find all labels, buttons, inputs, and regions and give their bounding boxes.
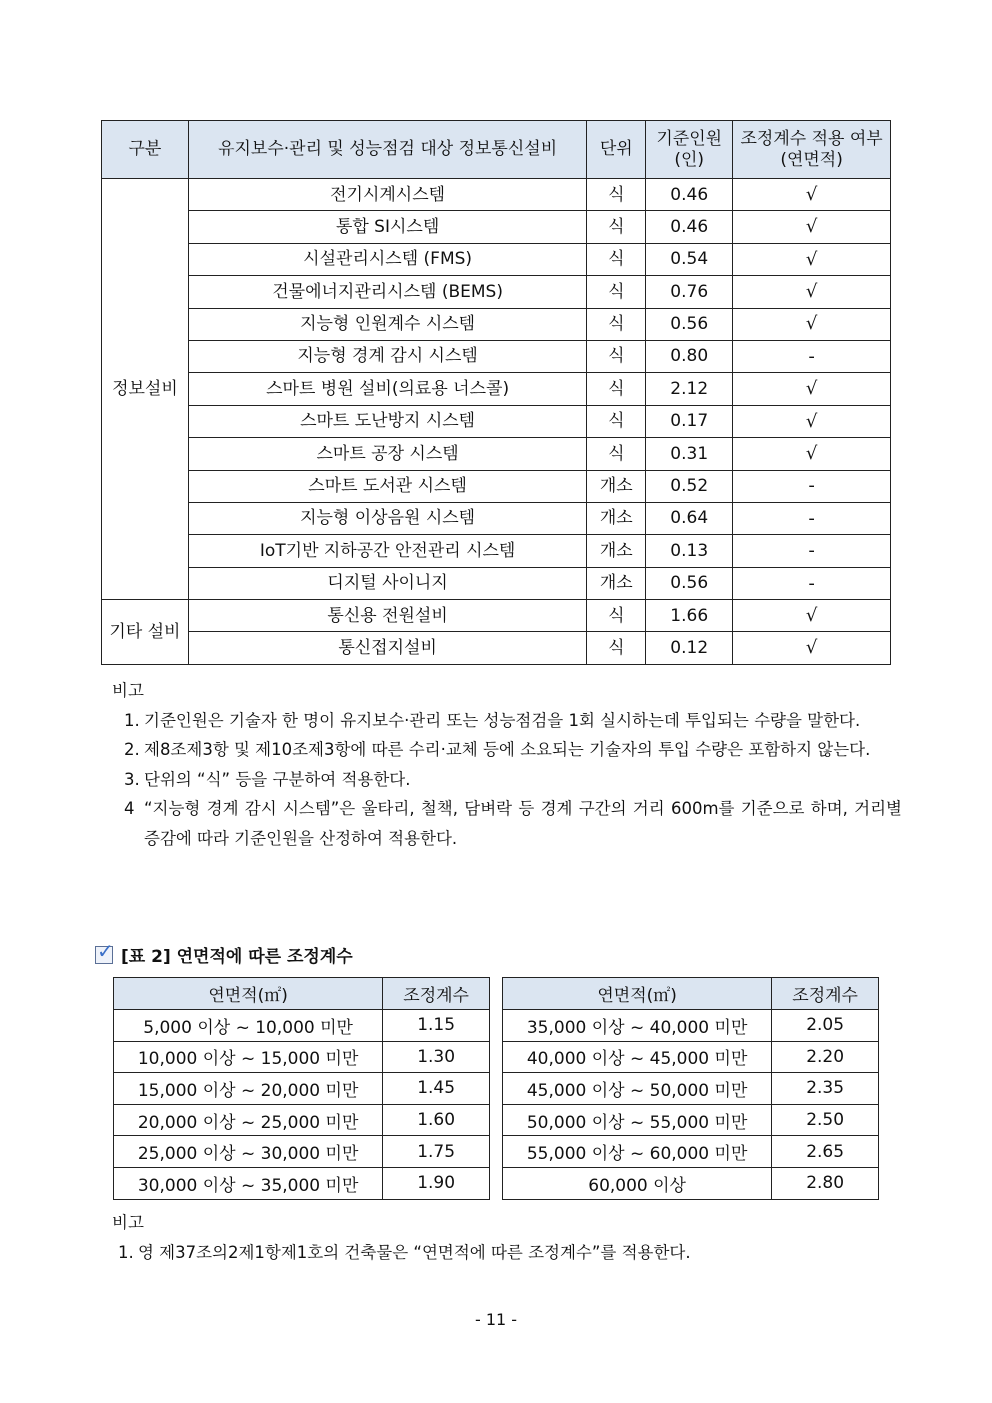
table-row xyxy=(102,179,891,211)
coefficient-cell: 1.45 xyxy=(383,1073,490,1105)
table-row xyxy=(503,1010,879,1042)
area-cell: 50,000 이상 ~ 55,000 미만 xyxy=(503,1104,772,1136)
item-cell: 통신용 전원설비 xyxy=(188,600,586,632)
area-cell: 40,000 이상 ~ 45,000 미만 xyxy=(503,1041,772,1073)
checkbox-icon: ✓ xyxy=(97,938,114,963)
note-text: “지능형 경계 감시 시스템”은 울타리, 철책, 담벼락 등 경계 구간의 거리 600m를 기준으로 하며, 거리별 증감에 따라 기준인원을 산정하여 적용한다. xyxy=(144,799,902,848)
table-row xyxy=(102,632,891,664)
table-row xyxy=(102,535,891,567)
coefficient-cell: 2.05 xyxy=(772,1010,879,1042)
item-cell: 건물에너지관리시스템 (BEMS) xyxy=(188,276,586,308)
table-row xyxy=(114,1010,490,1042)
adjust-cell: - xyxy=(733,470,891,502)
note-number: 4 xyxy=(124,799,135,818)
header-area: 연면적(㎡) xyxy=(114,978,383,1010)
table-row xyxy=(102,243,891,275)
header-category: 구분 xyxy=(102,121,189,179)
item-cell: 지능형 경계 감시 시스템 xyxy=(188,340,586,372)
note-item xyxy=(118,735,902,765)
coefficient-cell: 2.20 xyxy=(772,1041,879,1073)
note-item xyxy=(118,794,902,853)
coefficient-cell: 2.50 xyxy=(772,1104,879,1136)
adjust-cell: √ xyxy=(733,405,891,437)
table-row xyxy=(114,1167,490,1199)
table-row xyxy=(102,211,891,243)
note-number: 3. xyxy=(124,769,140,789)
item-cell: 시설관리시스템 (FMS) xyxy=(188,243,586,275)
table-row xyxy=(102,373,891,405)
note-item xyxy=(118,706,902,736)
item-cell: 전기시계시스템 xyxy=(188,179,586,211)
personnel-cell: 0.80 xyxy=(646,340,733,372)
adjust-cell: - xyxy=(733,502,891,534)
notes-2-list xyxy=(112,1238,902,1268)
table-2-title: [표 2] 연면적에 따른 조정계수 xyxy=(121,947,353,967)
category-cell: 정보설비 xyxy=(102,179,189,600)
personnel-cell: 1.66 xyxy=(646,600,733,632)
table-row xyxy=(503,1073,879,1105)
personnel-cell: 0.31 xyxy=(646,438,733,470)
unit-cell: 개소 xyxy=(587,535,646,567)
area-coefficient-table-right xyxy=(502,977,879,1200)
personnel-cell: 0.56 xyxy=(646,567,733,599)
table-row xyxy=(102,340,891,372)
header-coefficient: 조정계수 xyxy=(772,978,879,1010)
personnel-cell: 0.13 xyxy=(646,535,733,567)
area-cell: 30,000 이상 ~ 35,000 미만 xyxy=(114,1167,383,1199)
notes-1 xyxy=(112,676,902,853)
table-header-row xyxy=(114,978,490,1010)
table-row xyxy=(102,470,891,502)
area-cell: 10,000 이상 ~ 15,000 미만 xyxy=(114,1041,383,1073)
note-text: 단위의 “식” 등을 구분하여 적용한다. xyxy=(144,769,411,789)
personnel-cell: 0.46 xyxy=(646,211,733,243)
notes-1-title: 비고 xyxy=(112,681,144,700)
notes-2-title: 비고 xyxy=(112,1213,144,1232)
item-cell: 지능형 이상음원 시스템 xyxy=(188,502,586,534)
coefficient-cell: 2.65 xyxy=(772,1136,879,1168)
table-row xyxy=(503,1167,879,1199)
note-number: 2. xyxy=(124,740,140,759)
header-personnel: 기준인원 (인) xyxy=(646,121,733,179)
coefficient-cell: 1.30 xyxy=(383,1041,490,1073)
table-row xyxy=(503,1136,879,1168)
note-text: 영 제37조의2제1항제1호의 건축물은 “연면적에 따른 조정계수”를 적용한다. xyxy=(138,1242,691,1262)
personnel-cell: 0.12 xyxy=(646,632,733,664)
table-row xyxy=(114,1136,490,1168)
adjust-cell: √ xyxy=(733,308,891,340)
unit-cell: 개소 xyxy=(587,567,646,599)
table-row xyxy=(102,600,891,632)
adjust-cell: √ xyxy=(733,276,891,308)
unit-cell: 개소 xyxy=(587,470,646,502)
item-cell: 스마트 병원 설비(의료용 너스콜) xyxy=(188,373,586,405)
adjust-cell: √ xyxy=(733,373,891,405)
unit-cell: 식 xyxy=(587,600,646,632)
adjust-cell: - xyxy=(733,567,891,599)
area-cell: 15,000 이상 ~ 20,000 미만 xyxy=(114,1073,383,1105)
adjust-cell: - xyxy=(733,340,891,372)
area-cell: 35,000 이상 ~ 40,000 미만 xyxy=(503,1010,772,1042)
area-cell: 20,000 이상 ~ 25,000 미만 xyxy=(114,1104,383,1136)
personnel-cell: 0.46 xyxy=(646,179,733,211)
notes-1-list xyxy=(112,706,902,854)
page-number: - 11 - xyxy=(474,1310,518,1329)
personnel-cell: 0.76 xyxy=(646,276,733,308)
table-row xyxy=(102,567,891,599)
coefficient-cell: 2.80 xyxy=(772,1167,879,1199)
header-area: 연면적(㎡) xyxy=(503,978,772,1010)
coefficient-cell: 1.90 xyxy=(383,1167,490,1199)
table-header-row xyxy=(102,121,891,179)
unit-cell: 식 xyxy=(587,438,646,470)
table-row xyxy=(503,1104,879,1136)
unit-cell: 식 xyxy=(587,373,646,405)
note-number: 1. xyxy=(118,1242,134,1262)
item-cell: 스마트 공장 시스템 xyxy=(188,438,586,470)
adjust-cell: √ xyxy=(733,600,891,632)
unit-cell: 식 xyxy=(587,179,646,211)
table-row xyxy=(102,502,891,534)
area-coefficient-table-left xyxy=(113,977,490,1200)
unit-cell: 식 xyxy=(587,243,646,275)
unit-cell: 개소 xyxy=(587,502,646,534)
header-coefficient: 조정계수 xyxy=(383,978,490,1010)
header-unit: 단위 xyxy=(587,121,646,179)
category-cell: 기타 설비 xyxy=(102,600,189,665)
unit-cell: 식 xyxy=(587,340,646,372)
area-cell: 5,000 이상 ~ 10,000 미만 xyxy=(114,1010,383,1042)
note-item xyxy=(118,765,902,795)
adjust-cell: √ xyxy=(733,632,891,664)
header-item: 유지보수·관리 및 성능점검 대상 정보통신설비 xyxy=(188,121,586,179)
table-row xyxy=(102,405,891,437)
table-row xyxy=(102,276,891,308)
coefficient-cell: 2.35 xyxy=(772,1073,879,1105)
unit-cell: 식 xyxy=(587,308,646,340)
item-cell: 통신접지설비 xyxy=(188,632,586,664)
item-cell: 디지털 사이니지 xyxy=(188,567,586,599)
personnel-cell: 0.17 xyxy=(646,405,733,437)
table-row xyxy=(102,308,891,340)
table-row xyxy=(102,438,891,470)
item-cell: 스마트 도서관 시스템 xyxy=(188,470,586,502)
notes-2 xyxy=(112,1208,902,1267)
personnel-cell: 2.12 xyxy=(646,373,733,405)
unit-cell: 식 xyxy=(587,405,646,437)
coefficient-cell: 1.60 xyxy=(383,1104,490,1136)
personnel-cell: 0.54 xyxy=(646,243,733,275)
item-cell: IoT기반 지하공간 안전관리 시스템 xyxy=(188,535,586,567)
adjust-cell: √ xyxy=(733,438,891,470)
personnel-cell: 0.52 xyxy=(646,470,733,502)
adjust-cell: √ xyxy=(733,211,891,243)
personnel-cell: 0.64 xyxy=(646,502,733,534)
item-cell: 통합 SI시스템 xyxy=(188,211,586,243)
coefficient-cell: 1.15 xyxy=(383,1010,490,1042)
adjust-cell: - xyxy=(733,535,891,567)
note-text: 제8조제3항 및 제10조제3항에 따른 수리·교체 등에 소요되는 기술자의 투입 수량은 포함하지 않는다. xyxy=(144,740,871,759)
header-adjust: 조정계수 적용 여부 (연면적) xyxy=(733,121,891,179)
note-text: 기준인원은 기술자 한 명이 유지보수·관리 또는 성능점검을 1회 실시하는데 투입되는 수량을 말한다. xyxy=(144,710,861,730)
note-number: 1. xyxy=(124,710,140,730)
table-2-heading xyxy=(95,938,353,967)
personnel-standard-table xyxy=(101,120,891,665)
note-item xyxy=(118,1238,902,1268)
table-row xyxy=(114,1104,490,1136)
adjust-cell: √ xyxy=(733,243,891,275)
area-cell: 45,000 이상 ~ 50,000 미만 xyxy=(503,1073,772,1105)
item-cell: 스마트 도난방지 시스템 xyxy=(188,405,586,437)
table-header-row xyxy=(503,978,879,1010)
unit-cell: 식 xyxy=(587,632,646,664)
personnel-cell: 0.56 xyxy=(646,308,733,340)
area-cell: 25,000 이상 ~ 30,000 미만 xyxy=(114,1136,383,1168)
adjust-cell: √ xyxy=(733,179,891,211)
area-cell: 55,000 이상 ~ 60,000 미만 xyxy=(503,1136,772,1168)
table-row xyxy=(114,1073,490,1105)
coefficient-cell: 1.75 xyxy=(383,1136,490,1168)
table-row xyxy=(503,1041,879,1073)
unit-cell: 식 xyxy=(587,211,646,243)
unit-cell: 식 xyxy=(587,276,646,308)
area-cell: 60,000 이상 xyxy=(503,1167,772,1199)
item-cell: 지능형 인원계수 시스템 xyxy=(188,308,586,340)
table-row xyxy=(114,1041,490,1073)
